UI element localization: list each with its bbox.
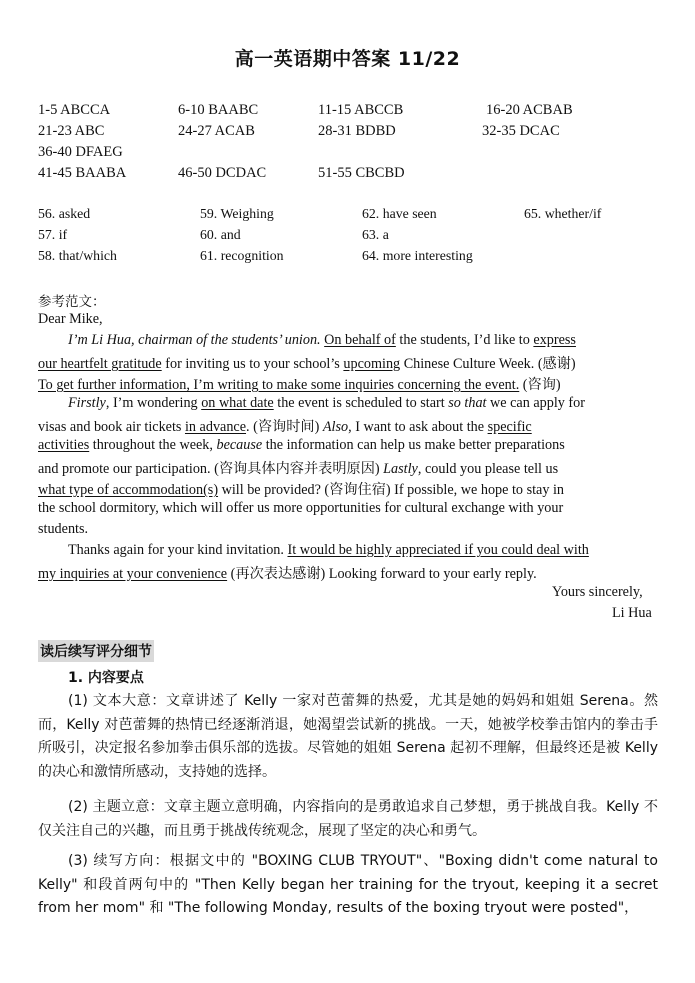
fill-answer: 62. have seen	[362, 206, 437, 221]
essay-label: 参考范文：	[38, 294, 106, 310]
essay-line: what type of accommodation(s) will be provided? (咨询住宿) If possible, we hope to stay in	[38, 482, 564, 498]
essay-line: To get further information, I’m writing to make some inquiries concerning the event. (咨询)	[38, 377, 561, 393]
mc-answer: 24-27 ACAB	[178, 123, 255, 139]
rubric-heading: 读后续写评分细节	[38, 640, 154, 662]
fill-answer: 58. that/which	[38, 248, 117, 263]
mc-answer: 28-31 BDBD	[318, 123, 396, 139]
essay-line: activities throughout the week, because the information can help us make better preparations	[38, 437, 565, 453]
rubric-subheading: 1. 内容要点	[68, 670, 144, 686]
essay-line: my inquiries at your convenience (再次表达感谢) Looking forward to your early reply.	[38, 566, 537, 582]
rubric-paragraph: (1) 文本大意：文章讲述了 Kelly 一家对芭蕾舞的热爱，尤其是她的妈妈和姐姐 Serena。然而，Kelly 对芭蕾舞的热情已经逐渐消退，她渴望尝试新的挑战。一天，她被学校拳击馆内的拳击手所吸引，决定报名参加拳击俱乐部的选拔。尽管她的姐姐 Serena 起初不理解，但最终还是被 Kelly 的决心和激情所感动，支持她的选择。	[38, 693, 658, 780]
essay-signature: Li Hua	[612, 605, 652, 621]
mc-answer: 21-23 ABC	[38, 123, 105, 139]
mc-answer: 6-10 BAABC	[178, 102, 259, 118]
essay-line: our heartfelt gratitude for inviting us to your school’s upcoming Chinese Culture Week. (感谢)	[38, 356, 576, 372]
fill-answer: 57. if	[38, 227, 68, 242]
essay-line: visas and book air tickets in advance. (咨询时间) Also, I want to ask about the specific	[38, 419, 532, 435]
essay-line: and promote our participation. (咨询具体内容并表明原因) Lastly, could you please tell us	[38, 461, 559, 477]
essay-greeting: Dear Mike,	[38, 311, 103, 327]
rubric-paragraph: (2) 主题立意：文章主题立意明确，内容指向的是勇敢追求自己梦想，勇于挑战自我。Kelly 不仅关注自己的兴趣，而且勇于挑战传统观念，展现了坚定的决心和勇气。	[38, 799, 658, 839]
mc-answer: 51-55 CBCBD	[318, 165, 405, 181]
page-title: 高一英语期中答案 11/22	[234, 48, 461, 70]
mc-answer: 1-5 ABCCA	[38, 102, 111, 118]
essay-line: I’m Li Hua, chairman of the students’ union. On behalf of the students, I’d like to express	[68, 332, 576, 348]
mc-answer: 16-20 ACBAB	[486, 102, 573, 118]
essay-line: Firstly, I’m wondering on what date the event is scheduled to start so that we can apply for	[68, 395, 585, 411]
essay-line: Thanks again for your kind invitation. It would be highly appreciated if you could deal with	[68, 542, 589, 558]
fill-answer: 56. asked	[38, 206, 91, 221]
mc-answer: 46-50 DCDAC	[178, 165, 267, 181]
mc-answer: 11-15 ABCCB	[318, 102, 404, 118]
fill-answer: 59. Weighing	[200, 206, 274, 221]
fill-answer: 61. recognition	[200, 248, 284, 263]
fill-answer: 60. and	[200, 227, 241, 242]
essay-line: students.	[38, 521, 89, 537]
fill-answer: 64. more interesting	[362, 248, 473, 263]
fill-answer: 63. a	[362, 227, 389, 242]
rubric-paragraph: (3) 续写方向：根据文中的 "BOXING CLUB TRYOUT"、"Boxing didn't come natural to Kelly" 和段首两句中的 "Then Kelly began her training for the tryout, keeping it a secret from her mom" 和 "The following Monday, results of the boxing tryout were posted"，	[38, 853, 658, 916]
essay-line: the school dormitory, which will offer us more opportunities for cultural exchange with your	[38, 500, 564, 516]
mc-answer: 32-35 DCAC	[482, 123, 560, 139]
mc-answer: 36-40 DFAEG	[38, 144, 123, 160]
mc-answer: 41-45 BAABA	[38, 165, 127, 181]
essay-closing: Yours sincerely,	[552, 584, 643, 600]
fill-answer: 65. whether/if	[524, 206, 602, 221]
